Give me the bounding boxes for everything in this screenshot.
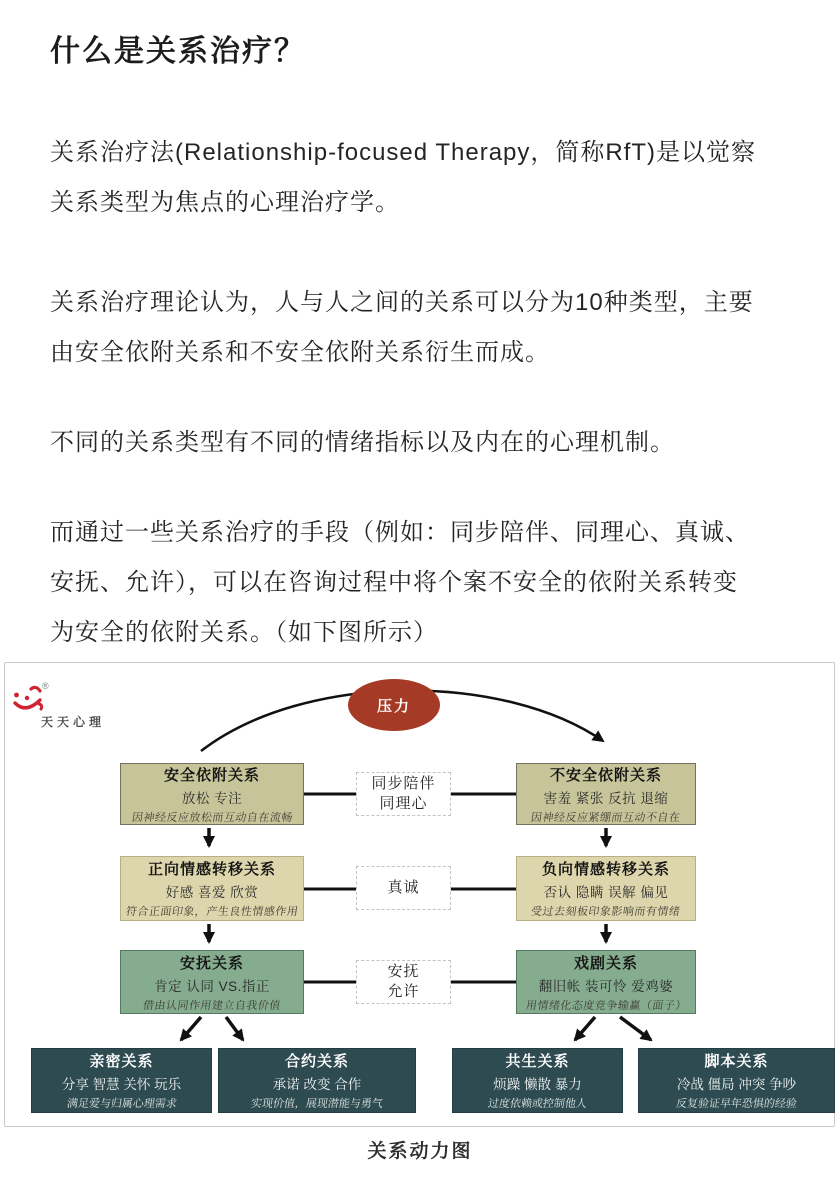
connector-label-sincerity — [356, 866, 451, 910]
box-keywords: 烦躁 懒散 暴力 — [493, 1077, 582, 1092]
connector-label-soothe-allow — [356, 960, 451, 1004]
box-keywords: 害羞 紧张 反抗 退缩 — [543, 790, 669, 806]
box-contract-relationship — [218, 1048, 416, 1113]
box-intimate-relationship — [31, 1048, 212, 1113]
box-title: 安全依附关系 — [163, 766, 260, 784]
brand-name: 天天心理 — [41, 715, 106, 729]
box-positive-transference — [120, 856, 304, 921]
page-title: 什么是关系治疗？ — [50, 35, 306, 68]
box-keywords: 好感 喜爱 欣赏 — [165, 885, 259, 900]
box-script-relationship — [638, 1048, 835, 1113]
connector-line: 同步陪伴 — [371, 775, 436, 792]
brand-logo — [11, 683, 131, 731]
box-note: 因神经反应紧绷而互动不自在 — [530, 811, 682, 824]
box-title: 不安全依附关系 — [549, 766, 662, 784]
box-keywords: 肯定 认同 VS.指正 — [154, 978, 270, 994]
connector-line: 真诚 — [387, 879, 420, 896]
registered-mark: ® — [42, 681, 49, 691]
box-note: 满足爱与归属心理需求 — [65, 1098, 178, 1110]
box-note: 实现价值，展现潜能与勇气 — [250, 1098, 384, 1110]
box-drama-relationship — [516, 950, 696, 1014]
box-keywords: 否认 隐瞒 误解 偏见 — [543, 885, 669, 900]
box-keywords: 承诺 改变 合作 — [272, 1077, 362, 1092]
connector-label-sync-empathy — [356, 772, 451, 816]
stress-label: 压力 — [376, 697, 411, 715]
box-symbiotic-relationship — [452, 1048, 623, 1113]
box-keywords: 翻旧帐 装可怜 爱鸡婆 — [538, 978, 674, 994]
paragraph-theory: 关系治疗理论认为，人与人之间的关系可以分为10种类型，主要由安全依附关系和不安全依附关系衍生而成。 — [50, 289, 754, 366]
box-insecure-attachment — [516, 763, 696, 825]
box-title: 共生关系 — [505, 1053, 570, 1070]
box-keywords: 冷战 僵局 冲突 争吵 — [676, 1077, 797, 1092]
box-note: 反复验证早年恐惧的经验 — [675, 1098, 798, 1110]
box-title: 正向情感转移关系 — [147, 861, 276, 878]
paragraph-methods: 而通过一些关系治疗的手段（例如：同步陪伴、同理心、真诚、安抚、允许），可以在咨询过程中将个案不安全的依附关系转变为安全的依附关系。（如下图所示） — [50, 519, 750, 646]
box-note: 因神经反应放松而互动自在流畅 — [130, 811, 294, 824]
box-note: 过度依赖或控制他人 — [487, 1098, 588, 1110]
box-note: 符合正面印象，产生良性情感作用 — [124, 906, 299, 918]
box-title: 安抚关系 — [179, 954, 244, 972]
box-keywords: 放松 专注 — [181, 790, 243, 806]
stress-ellipse — [348, 679, 440, 731]
box-note: 用情绪化态度竞争输赢（面子） — [524, 999, 688, 1012]
box-negative-transference — [516, 856, 696, 921]
connector-line: 允许 — [387, 983, 420, 1000]
box-title: 戏剧关系 — [573, 954, 638, 972]
diagram-caption: 关系动力图 — [367, 1141, 473, 1162]
relationship-dynamics-diagram — [4, 662, 835, 1127]
box-soothing-relationship — [120, 950, 304, 1014]
paragraph-indicators: 不同的关系类型有不同的情绪指标以及内在的心理机制。 — [50, 429, 675, 456]
paragraph-definition: 关系治疗法(Relationship-focused Therapy，简称RfT)是以觉察关系类型为焦点的心理治疗学。 — [50, 139, 757, 216]
box-title: 合约关系 — [284, 1053, 349, 1070]
connector-line: 安抚 — [387, 963, 420, 980]
box-secure-attachment — [120, 763, 304, 825]
box-title: 亲密关系 — [89, 1053, 154, 1070]
connector-line: 同理心 — [379, 795, 428, 812]
box-note: 受过去刻板印象影响而有情绪 — [530, 906, 682, 918]
box-note: 借由认同作用建立自我价值 — [142, 999, 282, 1012]
box-keywords: 分享 智慧 关怀 玩乐 — [61, 1077, 182, 1092]
box-title: 负向情感转移关系 — [541, 861, 670, 878]
tiantian-smile-logo-icon — [11, 683, 45, 717]
box-title: 脚本关系 — [704, 1053, 769, 1070]
